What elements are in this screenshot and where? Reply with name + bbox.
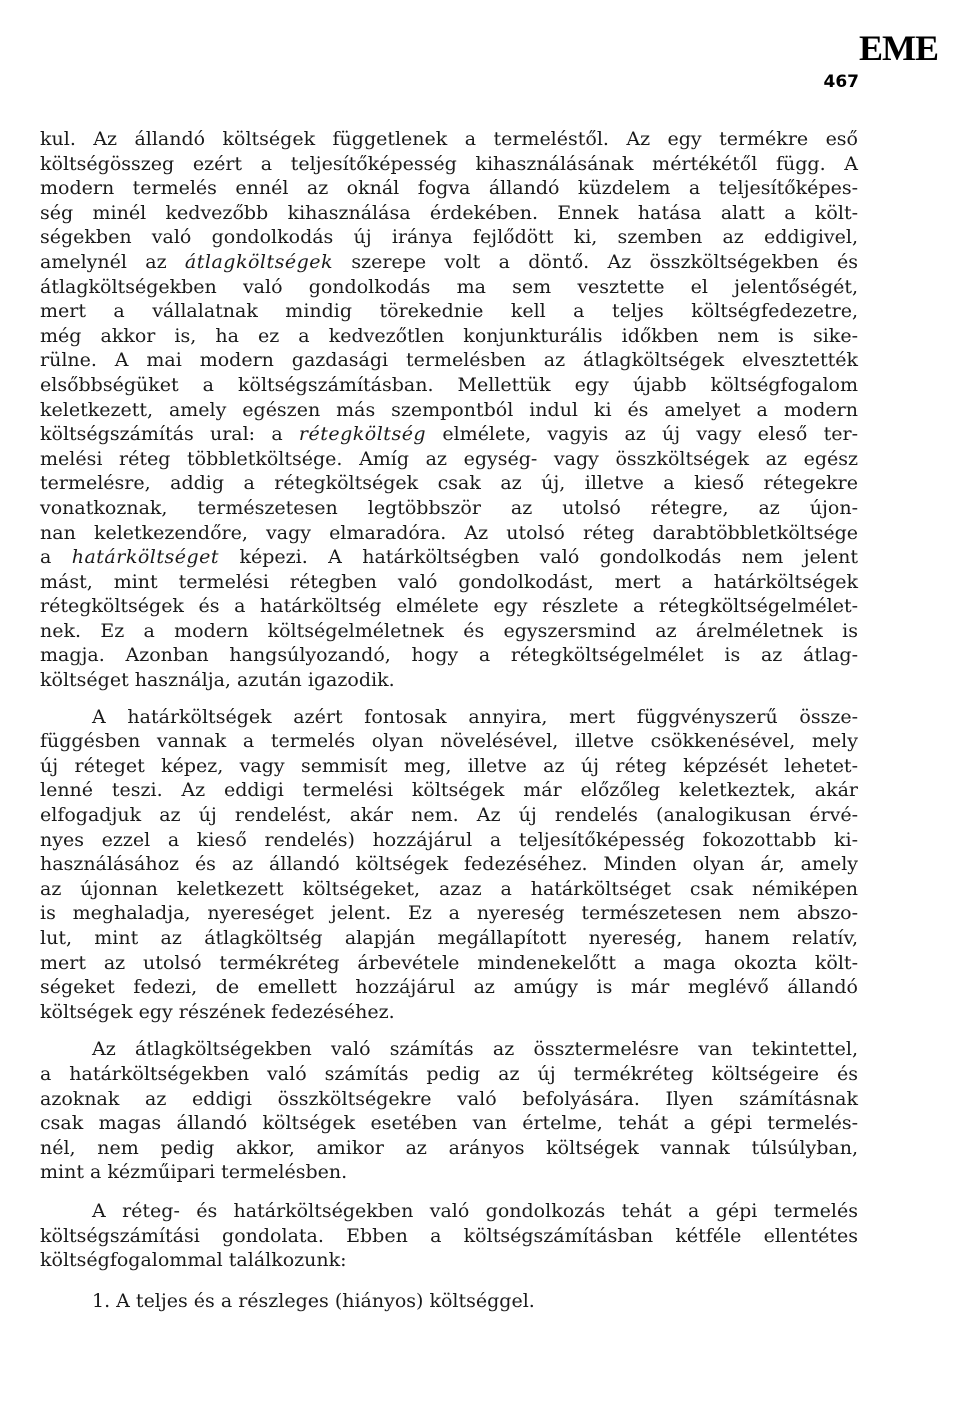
text-line: az újonnan keletkezett költségeket, azaz a határköltséget csak némiképen (40, 877, 858, 900)
emphasis-term: átlagköltségek (184, 250, 334, 273)
text-line: mint a kézműipari termelésben. (40, 1161, 348, 1184)
text-line: keletkezett, amely egészen más szempontból indul ki és amelyet a modern (40, 398, 858, 421)
text-line: nél, nem pedig akkor, amikor az arányos költségek vannak túlsúlyban, (40, 1136, 858, 1159)
text-line: mert az utolsó termékréteg árbevétele mindenekelőtt a maga okozta költ- (40, 951, 858, 974)
paragraph-4 (40, 1199, 858, 1273)
text-line: lenné teszi. Az eddigi termelési költségek már előzőleg keletkeztek, akár (40, 779, 858, 802)
text-line: ségeket fedezi, de emellett hozzájárul az amúgy is már meglévő állandó (40, 976, 858, 999)
text-line: rülne. A mai modern gazdasági termelésben az átlagköltségek elvesztették (40, 349, 858, 372)
text-line: vonatkoznak, természetesen legtöbbször az utolsó rétegre, az újon- (40, 496, 858, 519)
text-line: rétegköltségek és a határköltség elmélete egy részlete a rétegköltségelmélet- (40, 595, 858, 618)
text-line: nan keletkezendőre, vagy elmaradóra. Az utolsó réteg darabtöbbletköltsége (40, 521, 858, 544)
text-line: költséget használja, azután igazodik. (40, 669, 395, 692)
text-line: költségösszeg ezért a teljesítőképesség kihasználásának mértékétől függ. A (40, 152, 858, 175)
text-line: nek. Ez a modern költségelméletnek és egyszersmind az árelméletnek is (40, 619, 858, 642)
text-segment: a (40, 546, 72, 569)
text-segment: szerepe volt a döntő. Az összköltségekben és (333, 250, 859, 273)
text-line: használásához és az állandó költségek fedezéséhez. Minden olyan ár, amely (40, 853, 858, 876)
text-line (40, 422, 858, 447)
text-line: lut, mint az átlagköltség alapján megállapított nyereség, hanem relatív, (40, 927, 858, 949)
paragraph-1 (40, 127, 858, 693)
text-line: modern termelés ennél az oknál fogva állandó küzdelem a teljesítőképes- (40, 177, 858, 200)
text-line: csak magas állandó költségek esetében van értelme, tehát a gépi termelés- (40, 1112, 858, 1135)
text-line: elfogadjuk az új rendelést, akár nem. Az új rendelés (analogikusan érvé- (40, 804, 858, 827)
text-line (40, 250, 858, 275)
text-line: termelésre, addig a rétegköltségek csak az új, illetve a kieső rétegekre (40, 472, 858, 495)
text-line: költségek egy részének fedezéséhez. (40, 1000, 395, 1023)
text-line: melési réteg többletköltsége. Amíg az egység- vagy összköltségek az egész (40, 447, 858, 470)
text-line: Az átlagköltségekben való számítás az össztermelésre van tekintettel, (92, 1038, 858, 1061)
text-line: még akkor is, ha ez a kedvezőtlen konjunkturális időkben nem is sike- (40, 324, 858, 347)
paragraph-2 (40, 705, 858, 1025)
text-line: nyes ezzel a kieső rendelés) hozzájárul a teljesítőképesség fokozottabb ki- (40, 828, 858, 851)
text-segment: költségszámítás ural: a (40, 423, 299, 446)
text-line: magja. Azonban hangsúlyozandó, hogy a rétegköltségelmélet is az átlag- (40, 644, 858, 667)
text-line: elsőbbségüket a költségszámításban. Mellettük egy újabb költségfogalom (40, 373, 858, 396)
text-line: költségszámítási gondolata. Ebben a költségszámításban kétféle ellentétes (40, 1224, 858, 1247)
body-text (40, 127, 858, 1313)
text-line: azoknak az eddigi összköltségekre való befolyására. Ilyen számításnak (40, 1087, 858, 1110)
text-segment: elmélete, vagyis az új vagy eleső ter- (426, 423, 858, 446)
text-segment: képezi. A határköltségben való gondolkodás nem jelent (219, 546, 858, 569)
text-line: kul. Az állandó költségek függetlenek a termeléstől. Az egy termékre eső (40, 128, 858, 150)
text-line: mert a vállalatnak mindig törekednie kell a teljes költségfedezetre, (40, 300, 858, 323)
page-number: 467 (823, 72, 859, 92)
text-segment: amelynél az (40, 250, 185, 273)
text-line: A réteg- és határköltségekben való gondolkozás tehát a gépi termelés (92, 1199, 858, 1222)
emphasis-term: határköltséget (71, 546, 220, 569)
text-line: ség minél kedvezőbb kihasználása érdekében. Ennek hatása alatt a költ- (40, 201, 858, 224)
text-line: ségekben való gondolkodás új iránya fejlődött ki, szemben az eddigivel, (40, 226, 858, 249)
emphasis-term: rétegköltség (298, 423, 427, 446)
text-line: A határköltségek azért fontosak annyira, mert függvényszerű össze- (92, 705, 858, 728)
text-line: új réteget képez, vagy semmisít meg, illetve az új réteg képzését lehetet- (40, 754, 858, 777)
text-line: költségfogalommal találkozunk: (40, 1249, 347, 1272)
text-line: is meghaladja, nyereséget jelent. Ez a nyereség természetesen nem abszo- (40, 902, 858, 925)
text-line: mást, mint termelési rétegben való gondolkodást, mert a határköltségek (40, 570, 858, 593)
paragraph-3 (40, 1037, 858, 1185)
text-line: függésben vannak a termelés olyan növelésével, illetve csökkenésével, mely (40, 730, 858, 753)
logo: EME (858, 28, 938, 68)
list-item: 1. A teljes és a részleges (hiányos) költséggel. (92, 1289, 535, 1312)
text-line (40, 545, 858, 570)
text-line: átlagköltségekben való gondolkodás ma sem vesztette el jelentőségét, (40, 275, 858, 298)
text-line: a határköltségekben való számítás pedig az új termékréteg költségeire és (40, 1062, 858, 1085)
